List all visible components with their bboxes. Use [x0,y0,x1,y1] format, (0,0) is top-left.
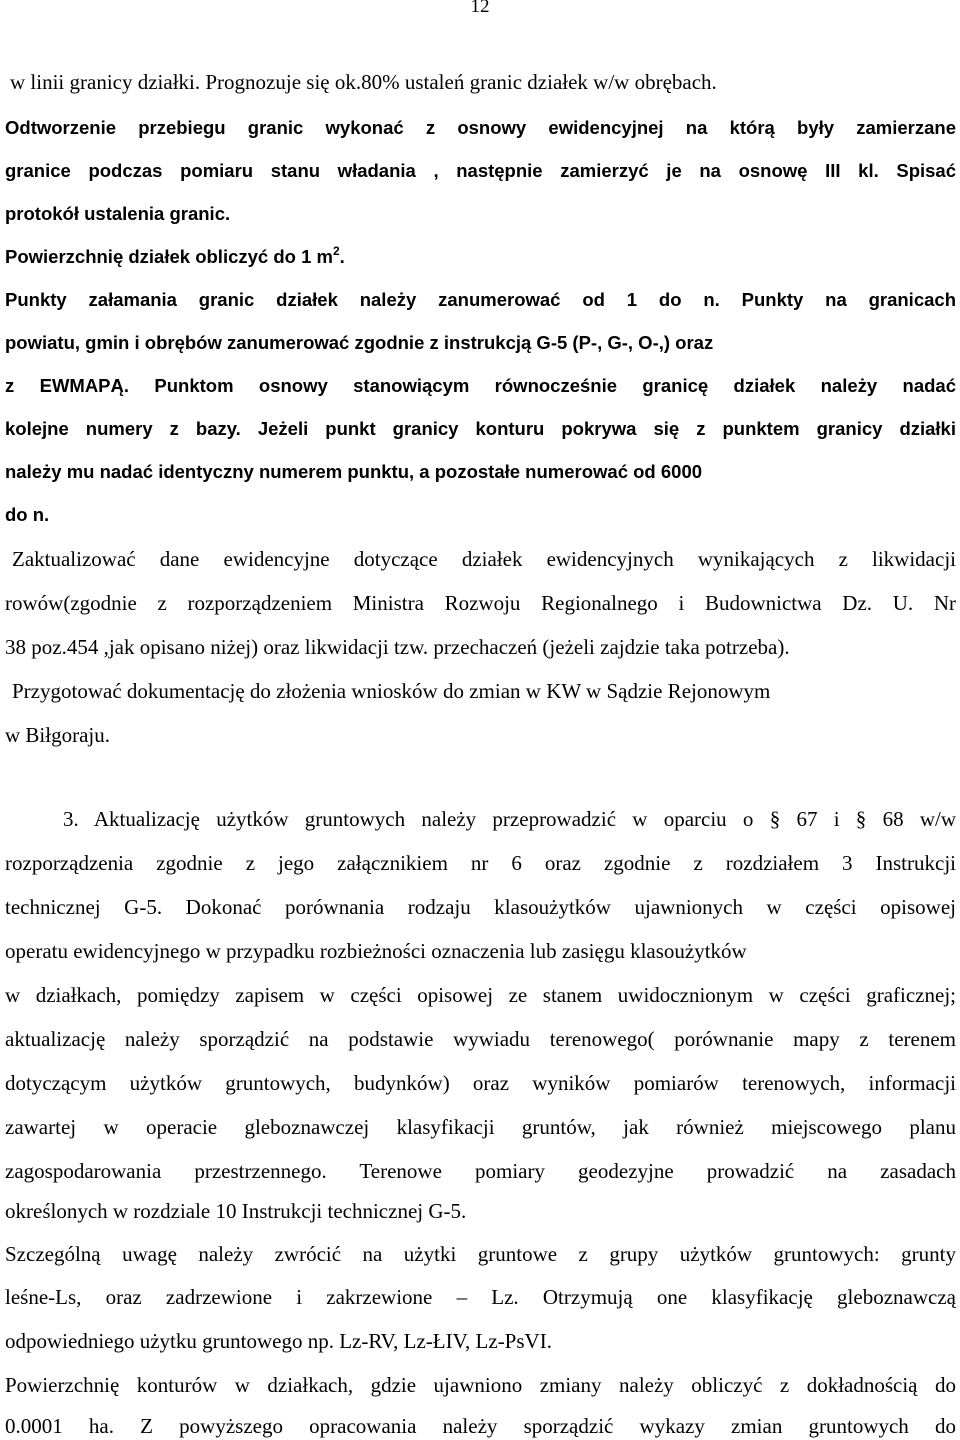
text-line: Punkty załamania granic działek należy zanumerować od 1 do n. Punkty na granicach [5,289,956,310]
text-line: protokół ustalenia granic. [5,203,231,224]
text-line: w linii granicy działki. Prognozuje się ok.80% ustaleń granic działek w/w obrębach. [10,70,717,94]
text-line: granice podczas pomiaru stanu władania , następnie zamierzyć je na osnowę III kl. Spisać [5,160,956,181]
text-line: Zaktualizować dane ewidencyjne dotyczące działek ewidencyjnych wynikających z likwidacji [12,547,956,571]
text-line: operatu ewidencyjnego w przypadku rozbieżności oznaczenia lub zasięgu klasoużytków [5,939,747,963]
text-line: dotyczącym użytków gruntowych, budynków) oraz wyników pomiarów terenowych, informacji [5,1071,956,1095]
text-line: leśne-Ls, oraz zadrzewione i zakrzewione – Lz. Otrzymują one klasyfikację gleboznawczą [5,1285,956,1309]
text-line: kolejne numery z bazy. Jeżeli punkt granicy konturu pokrywa się z punktem granicy działki [5,418,956,439]
text-line: odpowiedniego użytku gruntowego np. Lz-RV, Lz-ŁIV, Lz-PsVI. [5,1329,552,1353]
text-line: technicznej G-5. Dokonać porównania rodzaju klasoużytków ujawnionych w części opisowej [5,895,956,919]
text-line: w Biłgoraju. [5,723,110,747]
text-line-area-main: Powierzchnię działek obliczyć do 1 m [5,246,333,267]
text-line: należy mu nadać identyczny numerem punktu, a pozostałe numerować od 6000 [5,461,703,482]
text-line: określonych w rozdziale 10 Instrukcji technicznej G-5. [5,1199,467,1223]
text-line-area [5,245,345,269]
text-line: powiatu, gmin i obrębów zanumerować zgodnie z instrukcją G-5 (P-, G-, O-,) oraz [5,332,714,353]
text-line: Powierzchnię konturów w działkach, gdzie ujawniono zmiany należy obliczyć z dokładnością do [5,1373,956,1397]
page-number: 12 [470,0,490,17]
text-line: aktualizację należy sporządzić na podstawie wywiadu terenowego( porównanie mapy z terenem [5,1027,956,1051]
text-line: zagospodarowania przestrzennego. Terenowe pomiary geodezyjne prowadzić na zasadach [5,1159,956,1183]
superscript-2: 2 [332,244,340,258]
text-line: Odtworzenie przebiegu granic wykonać z osnowy ewidencyjnej na którą były zamierzane [5,117,956,138]
text-line: rowów(zgodnie z rozporządzeniem Ministra Rozwoju Regionalnego i Budownictwa Dz. U. Nr [5,591,956,615]
text-line-area-period: . [339,246,345,267]
text-line: do n. [5,504,50,525]
text-line: rozporządzenia zgodnie z jego załącznikiem nr 6 oraz zgodnie z rozdziałem 3 Instrukcji [5,851,956,875]
text-line: Przygotować dokumentację do złożenia wniosków do zmian w KW w Sądzie Rejonowym [12,679,771,703]
text-line: z EWMAPĄ. Punktom osnowy stanowiącym równocześnie granicę działek należy nadać [5,375,956,396]
text-line: 0.0001 ha. Z powyższego opracowania należy sporządzić wykazy zmian gruntowych do [5,1414,956,1438]
text-line: zawartej w operacie gleboznawczej klasyfikacji gruntów, jak również miejscowego planu [5,1115,956,1139]
text-line: w działkach, pomiędzy zapisem w części opisowej ze stanem uwidocznionym w części graficznej; [5,983,956,1007]
text-line: 38 poz.454 ,jak opisano niżej) oraz likwidacji tzw. przechaczeń (jeżeli zajdzie taka potrzeba). [5,635,790,659]
text-line: 3. Aktualizację użytków gruntowych należy przeprowadzić w oparciu o § 67 i § 68 w/w [63,807,956,831]
text-line: Szczególną uwagę należy zwrócić na użytki gruntowe z grupy użytków gruntowych: grunty [5,1242,956,1266]
